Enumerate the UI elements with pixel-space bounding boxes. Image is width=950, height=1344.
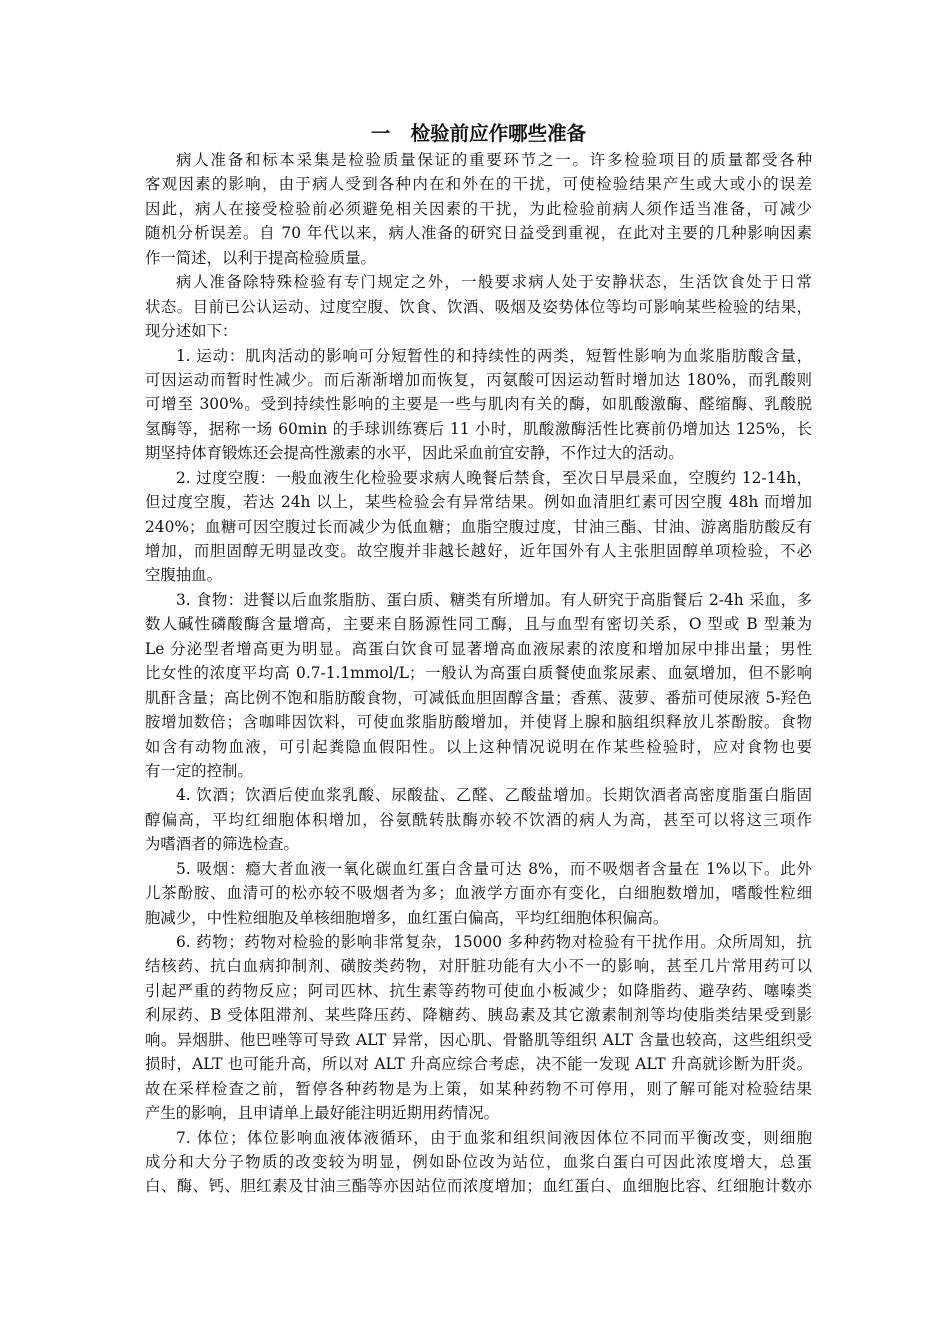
page-title: 一 检验前应作哪些准备 bbox=[370, 122, 587, 145]
text-line: 作一简述，以利于提高检验质量。 bbox=[145, 248, 376, 267]
paragraph bbox=[145, 344, 812, 466]
text-line: 有一定的控制。 bbox=[145, 761, 253, 780]
paragraph bbox=[145, 270, 812, 343]
paragraph bbox=[145, 1126, 812, 1199]
text-line: 响。异烟肼、他巴唑等可导致 ALT 异常，因心肌、骨骼肌等组织 ALT 含量也较高，这些组织受 bbox=[145, 1030, 812, 1049]
text-line: 醇偏高，平均红细胞体积增加，谷氨酰转肽酶亦较不饮酒的病人为高，甚至可以将这三项作 bbox=[145, 810, 812, 829]
text-line: 现分述如下： bbox=[145, 322, 238, 341]
text-line: 引起严重的药物反应；阿司匹林、抗生素等药物可使血小板减少；如降脂药、避孕药、噻嗪类 bbox=[145, 981, 812, 1000]
text-line: 故在采样检查之前，暂停各种药物是为上策，如某种药物不可停用，则了解可能对检验结果 bbox=[145, 1079, 812, 1098]
text-line: 损时，ALT 也可能升高，所以对 ALT 升高应综合考虑，决不能一发现 ALT 升高就诊断为肝炎。 bbox=[145, 1055, 812, 1074]
text-line: 1. 运动：肌肉活动的影响可分短暂性的和持续性的两类，短暂性影响为血浆脂肪酸含量， bbox=[176, 346, 812, 365]
text-line: 增加，而胆固醇无明显改变。故空腹并非越长越好，近年国外有人主张胆固醇单项检验，不必 bbox=[145, 542, 812, 560]
text-line: 比女性的浓度平均高 0.7-1.1mmol/L；一般认为高蛋白质餐使血浆尿素、血氨增加，但不影响 bbox=[145, 664, 812, 683]
paragraph bbox=[145, 930, 812, 1126]
text-line: 胞减少，中性粒细胞及单核细胞增多，血红蛋白偏高，平均红细胞体积偏高。 bbox=[145, 908, 669, 927]
text-line: 可增至 300%。受到持续性影响的主要是一些与肌肉有关的酶，如肌酸激酶、醛缩酶、乳酸脱 bbox=[145, 395, 812, 414]
text-line: 5. 吸烟：瘾大者血液一氧化碳血红蛋白含量可达 8%，而不吸烟者含量在 1%以下。此外 bbox=[176, 859, 812, 878]
text-line: 2. 过度空腹：一般血液生化检验要求病人晚餐后禁食，至次日早晨采血，空腹约 12-14h， bbox=[176, 468, 812, 487]
document-page bbox=[145, 120, 812, 1199]
text-line: 为嗜酒者的筛选检查。 bbox=[145, 835, 299, 854]
text-line: 胺增加数倍；含咖啡因饮料，可使血浆脂肪酸增加，并使肾上腺和脑组织释放儿茶酚胺。食物 bbox=[145, 713, 812, 732]
paragraph bbox=[145, 466, 812, 588]
text-line: 3. 食物：进餐以后血浆脂肪、蛋白质、糖类有所增加。有人研究于高脂餐后 2-4h 采血，多 bbox=[176, 590, 812, 609]
text-line: 病人准备除特殊检验有专门规定之外，一般要求病人处于安静状态，生活饮食处于日常 bbox=[176, 273, 812, 292]
text-line: 6. 药物；药物对检验的影响非常复杂，15000 多种药物对检验有干扰作用。众所周知，抗 bbox=[176, 933, 812, 951]
text-line: 可因运动而暂时性减少。而后渐渐增加而恢复，丙氨酸可因运动暂时增加达 180%，而乳酸则 bbox=[145, 370, 812, 389]
text-line: 空腹抽血。 bbox=[145, 566, 222, 585]
text-line: 240%；血糖可因空腹过长而减少为低血糖；血脂空腹过度，甘油三酯、甘油、游离脂肪酸反有 bbox=[145, 517, 812, 536]
text-line: 状态。目前已公认运动、过度空腹、饮食、饮酒、吸烟及姿势体位等均可影响某些检验的结果， bbox=[145, 297, 812, 316]
text-line: 儿茶酚胺、血清可的松亦较不吸烟者为多；血液学方面亦有变化，白细胞数增加，嗜酸性粒细 bbox=[145, 884, 812, 903]
text-line: 成分和大分子物质的改变较为明显，例如卧位改为站位，血浆白蛋白可因此浓度增大，总蛋 bbox=[145, 1152, 812, 1171]
text-line: 氢酶等，据称一场 60min 的手球训练赛后 11 小时，肌酸激酶活性比赛前仍增加达 125%，长 bbox=[145, 419, 812, 438]
text-line: 随机分析误差。自 70 年代以来，病人准备的研究日益受到重视，在此对主要的几种影响因素 bbox=[145, 224, 812, 243]
text-line: 4. 饮酒；饮酒后使血浆乳酸、尿酸盐、乙醛、乙酸盐增加。长期饮酒者高密度脂蛋白脂固 bbox=[176, 786, 812, 805]
text-line: 肌酐含量；高比例不饱和脂肪酸食物，可减低血胆固醇含量；香蕉、菠萝、番茄可使尿液 5-羟色 bbox=[145, 688, 812, 707]
paragraph bbox=[145, 588, 812, 784]
paragraph bbox=[145, 783, 812, 856]
text-line: Le 分泌型者增高更为明显。高蛋白饮食可显著增高血液尿素的浓度和增加尿中排出量；男性 bbox=[145, 639, 812, 658]
text-line: 因此，病人在接受检验前必须避免相关因素的干扰，为此检验前病人须作适当准备，可减少 bbox=[145, 199, 812, 218]
paragraph bbox=[145, 148, 812, 270]
text-line: 客观因素的影响，由于病人受到各种内在和外在的干扰，可使检验结果产生或大或小的误差 bbox=[145, 175, 812, 194]
text-line: 7. 体位；体位影响血液体液循环，由于血浆和组织间液因体位不同而平衡改变，则细胞 bbox=[176, 1128, 812, 1147]
text-line: 数人碱性磷酸酶含量增高，主要来自肠源性同工酶，且与血型有密切关系，O 型或 B 型兼为 bbox=[145, 615, 812, 634]
text-line: 病人准备和标本采集是检验质量保证的重要环节之一。许多检验项目的质量都受各种 bbox=[176, 151, 812, 169]
document-body bbox=[145, 148, 812, 1199]
text-line: 期坚持体育锻炼还会提高性激素的水平，因此采血前宜安静，不作过大的活动。 bbox=[145, 444, 684, 463]
text-line: 结核药、抗白血病抑制剂、磺胺类药物，对肝脏功能有大小不一的影响，甚至几片常用药可以 bbox=[145, 957, 812, 976]
paragraph bbox=[145, 857, 812, 930]
text-line: 利尿药、B 受体阻滞剂、某些降压药、降糖药、胰岛素及其它激素制剂等均使脂类结果受到影 bbox=[145, 1006, 812, 1025]
text-line: 产生的影响，且申请单上最好能注明近期用药情况。 bbox=[145, 1104, 499, 1123]
text-line: 如含有动物血液，可引起粪隐血假阳性。以上这种情况说明在作某些检验时，应对食物也要 bbox=[145, 737, 812, 756]
text-line: 白、酶、钙、胆红素及甘油三酯等亦因站位而浓度增加；血红蛋白、血细胞比容、红细胞计数亦 bbox=[145, 1177, 812, 1196]
text-line: 但过度空腹，若达 24h 以上，某些检验会有异常结果。例如血清胆红素可因空腹 48h 而增加 bbox=[145, 493, 812, 512]
